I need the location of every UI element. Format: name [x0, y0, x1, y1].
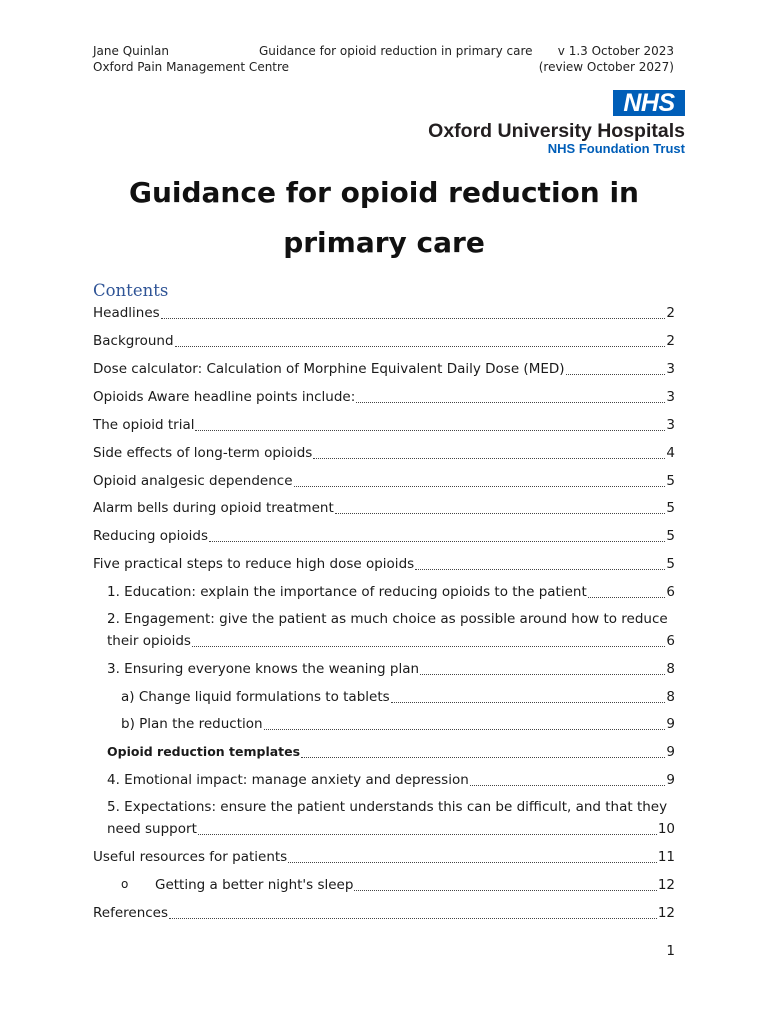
toc-page-number: 3 [666, 417, 675, 433]
toc-page-number: 5 [666, 500, 675, 516]
toc-entry-label: 1. Education: explain the importance of reducing opioids to the patient [107, 584, 587, 600]
toc-leader [301, 756, 665, 758]
toc-page-number: 9 [666, 772, 675, 788]
header-department: Oxford Pain Management Centre [93, 60, 290, 74]
toc-leader [470, 784, 666, 786]
toc-page-number: 5 [666, 528, 675, 544]
toc-leader [264, 728, 666, 730]
toc-page-number: 4 [666, 445, 675, 461]
toc-entry-label: 3. Ensuring everyone knows the weaning plan [107, 661, 420, 677]
toc-entry-opioid-trial[interactable] [93, 416, 675, 434]
toc-entry-background[interactable] [93, 332, 675, 350]
toc-entry-label: References [93, 905, 169, 921]
toc-entry-label: Five practical steps to reduce high dose opioids [93, 556, 415, 572]
toc-entry-label: Getting a better night's sleep [155, 877, 354, 893]
toc-page-number: 5 [666, 556, 675, 572]
toc-entry-label: Opioids Aware headline points include: [93, 389, 356, 405]
toc-page-number: 6 [666, 584, 675, 600]
toc-page-number: 11 [657, 849, 675, 865]
logo-org-name: Oxford University Hospitals [428, 120, 685, 142]
toc-leader [195, 429, 665, 431]
toc-page-number: 8 [666, 689, 675, 705]
toc-leader [209, 540, 665, 542]
toc-entry-label: Opioid reduction templates [107, 744, 301, 759]
toc-leader [175, 345, 666, 347]
toc-entry-dependence[interactable] [93, 472, 675, 490]
toc-leader [335, 512, 666, 514]
page-number: 1 [666, 943, 675, 959]
toc-page-number: 6 [666, 633, 675, 649]
toc-page-number: 8 [666, 661, 675, 677]
document-title: Guidance for opioid reduction in primary care [128, 176, 639, 259]
toc-entry-side-effects[interactable] [93, 444, 675, 462]
toc-entry-weaning-plan[interactable] [107, 660, 675, 678]
toc-entry-label: Opioid analgesic dependence [93, 473, 293, 489]
toc-leader [192, 645, 665, 647]
toc-entry-opioids-aware[interactable] [93, 388, 675, 406]
toc-leader [420, 673, 665, 675]
toc-entry-label: need support [107, 821, 197, 837]
header-author: Jane Quinlan [93, 44, 169, 58]
toc-entry-liquid-formulations[interactable] [121, 688, 675, 706]
toc-entry-education[interactable] [107, 583, 675, 601]
toc-page-number: 12 [657, 877, 675, 893]
toc-entry-headlines[interactable] [93, 304, 675, 322]
toc-leader [588, 596, 666, 598]
contents-heading: Contents [93, 281, 169, 300]
toc-entry-useful-resources[interactable] [93, 848, 675, 866]
toc-leader [415, 568, 665, 570]
toc-entry-alarm-bells[interactable] [93, 499, 675, 517]
toc-leader [313, 457, 665, 459]
toc-leader [566, 373, 666, 375]
nhs-logo-box: NHS [613, 90, 685, 116]
toc-entry-plan-reduction[interactable] [121, 715, 675, 733]
toc-entry-engagement-line1[interactable]: 2. Engagement: give the patient as much choice as possible around how to reduce [107, 611, 668, 627]
toc-entry-reduction-templates[interactable] [107, 743, 675, 761]
toc-bullet: o [121, 877, 129, 891]
toc-entry-label: 4. Emotional impact: manage anxiety and depression [107, 772, 469, 788]
toc-leader [161, 317, 666, 319]
header-doc-title: Guidance for opioid reduction in primary care [259, 44, 533, 58]
toc-entry-label: b) Plan the reduction [121, 716, 263, 732]
toc-entry-expectations[interactable] [107, 820, 675, 838]
toc-entry-label: a) Change liquid formulations to tablets [121, 689, 390, 705]
header-version: v 1.3 October 2023 [557, 44, 674, 58]
nhs-trust-logo [415, 88, 685, 158]
header-review: (review October 2027) [538, 60, 674, 74]
toc-page-number: 10 [657, 821, 675, 837]
toc-entry-references[interactable] [93, 904, 675, 922]
toc-entry-emotional-impact[interactable] [107, 771, 675, 789]
toc-entry-label: Useful resources for patients [93, 849, 288, 865]
toc-entry-reducing-opioids[interactable] [93, 527, 675, 545]
toc-page-number: 2 [666, 305, 675, 321]
toc-leader [198, 833, 657, 835]
toc-page-number: 9 [666, 744, 675, 760]
logo-org-subtitle: NHS Foundation Trust [547, 141, 685, 156]
toc-entry-label: Background [93, 333, 174, 349]
toc-entry-label: Headlines [93, 305, 160, 321]
toc-page-number: 3 [666, 389, 675, 405]
toc-leader [288, 861, 657, 863]
toc-entry-label: their opioids [107, 633, 191, 649]
toc-leader [356, 401, 665, 403]
toc-entry-label: The opioid trial [93, 417, 195, 433]
toc-leader [354, 889, 656, 891]
toc-entry-five-steps[interactable] [93, 555, 675, 573]
toc-page-number: 12 [657, 905, 675, 921]
toc-leader [169, 917, 657, 919]
toc-entry-dose-calculator[interactable] [93, 360, 675, 378]
toc-entry-label: Dose calculator: Calculation of Morphine Equivalent Daily Dose (MED) [93, 361, 565, 377]
toc-page-number: 5 [666, 473, 675, 489]
toc-leader [294, 485, 666, 487]
toc-entry-engagement[interactable] [107, 632, 675, 650]
toc-entry-label: Alarm bells during opioid treatment [93, 500, 334, 516]
toc-page-number: 9 [666, 716, 675, 732]
toc-entry-better-sleep[interactable] [155, 876, 675, 894]
toc-entry-label: Reducing opioids [93, 528, 208, 544]
toc-page-number: 2 [666, 333, 675, 349]
toc-page-number: 3 [666, 361, 675, 377]
toc-leader [391, 701, 666, 703]
toc-entry-label: Side effects of long-term opioids [93, 445, 313, 461]
toc-entry-expectations-line1[interactable]: 5. Expectations: ensure the patient understands this can be difficult, and that they [107, 799, 668, 815]
